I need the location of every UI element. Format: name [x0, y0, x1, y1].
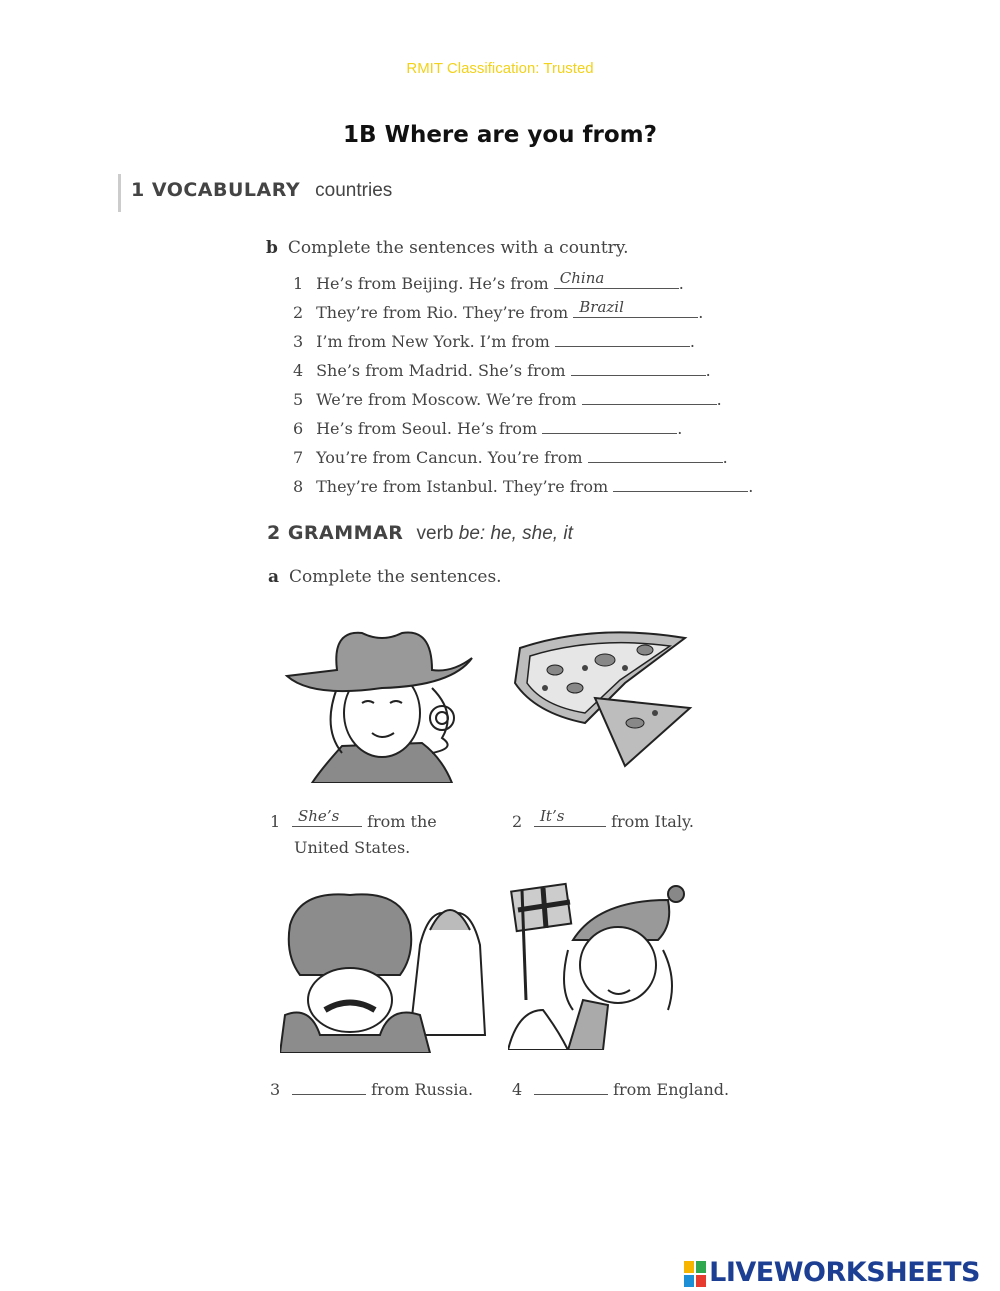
instruction-text: Complete the sentences. — [289, 567, 502, 587]
item-number: 1 — [293, 274, 304, 293]
item-number: 4 — [293, 361, 304, 380]
section-divider — [118, 174, 121, 212]
vocab-item-8 — [293, 475, 753, 496]
section-1-subtitle: countries — [315, 180, 393, 201]
page-title: 1B Where are you from? — [343, 122, 657, 148]
answer-blank-g1[interactable] — [292, 807, 362, 827]
exercise-1b-instruction — [266, 238, 629, 258]
vocab-item-4 — [293, 359, 711, 380]
period: . — [698, 303, 704, 322]
cowgirl-illustration — [282, 618, 478, 783]
section-2-label: 2 GRAMMAR — [267, 522, 404, 544]
item-text: He’s from Seoul. He’s from — [316, 419, 538, 438]
item-number: 7 — [293, 448, 304, 467]
section-1-label: 1 VOCABULARY — [131, 179, 301, 201]
answer-text: Brazil — [579, 298, 624, 316]
vocab-item-3 — [293, 330, 695, 351]
item-text: We’re from Moscow. We’re from — [316, 390, 577, 409]
answer-blank-g2[interactable] — [534, 807, 606, 827]
item-text: They’re from Rio. They’re from — [316, 303, 569, 322]
liveworksheets-mark-icon — [684, 1261, 706, 1287]
subtitle-verb: verb — [416, 523, 459, 544]
item-number: 1 — [270, 812, 281, 831]
section-2-heading — [267, 522, 573, 545]
item-number: 5 — [293, 390, 304, 409]
item-number: 8 — [293, 477, 304, 496]
answer-blank-g4[interactable] — [534, 1078, 608, 1095]
period: . — [748, 477, 754, 496]
answer-text: She’s — [298, 807, 340, 825]
grammar-item-1-line2: United States. — [294, 838, 411, 857]
item-number: 2 — [512, 812, 523, 831]
vocab-item-6 — [293, 417, 682, 438]
item-number: 4 — [512, 1080, 523, 1099]
period: . — [678, 274, 684, 293]
item-number: 2 — [293, 303, 304, 322]
answer-text: China — [559, 269, 605, 287]
vocab-item-5 — [293, 388, 722, 409]
answer-blank-4[interactable] — [571, 359, 706, 376]
answer-blank-6[interactable] — [542, 417, 677, 434]
subtitle-be: be — [458, 523, 480, 544]
section-2-subtitle — [417, 523, 573, 544]
period: . — [716, 390, 722, 409]
answer-blank-3[interactable] — [555, 330, 690, 347]
period: . — [677, 419, 683, 438]
grammar-item-1 — [270, 807, 437, 831]
item-text: You’re from Cancun. You’re from — [316, 448, 583, 467]
period: . — [705, 361, 711, 380]
item-text: I’m from New York. I’m from — [316, 332, 550, 351]
exercise-letter: a — [268, 567, 280, 587]
answer-blank-7[interactable] — [588, 446, 723, 463]
vocab-item-2 — [293, 298, 704, 322]
exercise-letter: b — [266, 238, 278, 258]
answer-blank-8[interactable] — [613, 475, 748, 492]
brand-name: LIVEWORKSHEETS — [709, 1257, 980, 1288]
subtitle-rest: : he, she, it — [479, 523, 573, 544]
exercise-2a-instruction — [268, 567, 502, 587]
grammar-item-2 — [512, 807, 694, 831]
period: . — [722, 448, 728, 467]
section-1-heading — [131, 179, 392, 202]
item-number: 6 — [293, 419, 304, 438]
item-text: from England. — [613, 1080, 730, 1099]
vocab-item-7 — [293, 446, 728, 467]
item-text: She’s from Madrid. She’s from — [316, 361, 566, 380]
english-girl-illustration — [508, 880, 703, 1050]
item-number: 3 — [270, 1080, 281, 1099]
answer-blank-2[interactable] — [573, 298, 698, 318]
pizza-illustration — [505, 628, 695, 768]
grammar-item-4 — [512, 1078, 729, 1099]
liveworksheets-logo — [684, 1257, 980, 1288]
item-number: 3 — [293, 332, 304, 351]
item-text: They’re from Istanbul. They’re from — [316, 477, 609, 496]
vocab-item-1 — [293, 269, 684, 293]
grammar-item-3 — [270, 1078, 473, 1099]
item-text: from Italy. — [611, 812, 694, 831]
answer-blank-g3[interactable] — [292, 1078, 366, 1095]
period: . — [689, 332, 696, 351]
answer-blank-1[interactable] — [554, 269, 679, 289]
answer-blank-5[interactable] — [582, 388, 717, 405]
instruction-text: Complete the sentences with a country. — [287, 238, 629, 258]
item-text: He’s from Beijing. He’s from — [316, 274, 549, 293]
item-text: from the — [367, 812, 437, 831]
item-text: from Russia. — [371, 1080, 474, 1099]
russian-man-illustration — [280, 885, 490, 1053]
answer-text: It’s — [540, 807, 565, 825]
classification-label: RMIT Classification: Trusted — [406, 60, 594, 77]
